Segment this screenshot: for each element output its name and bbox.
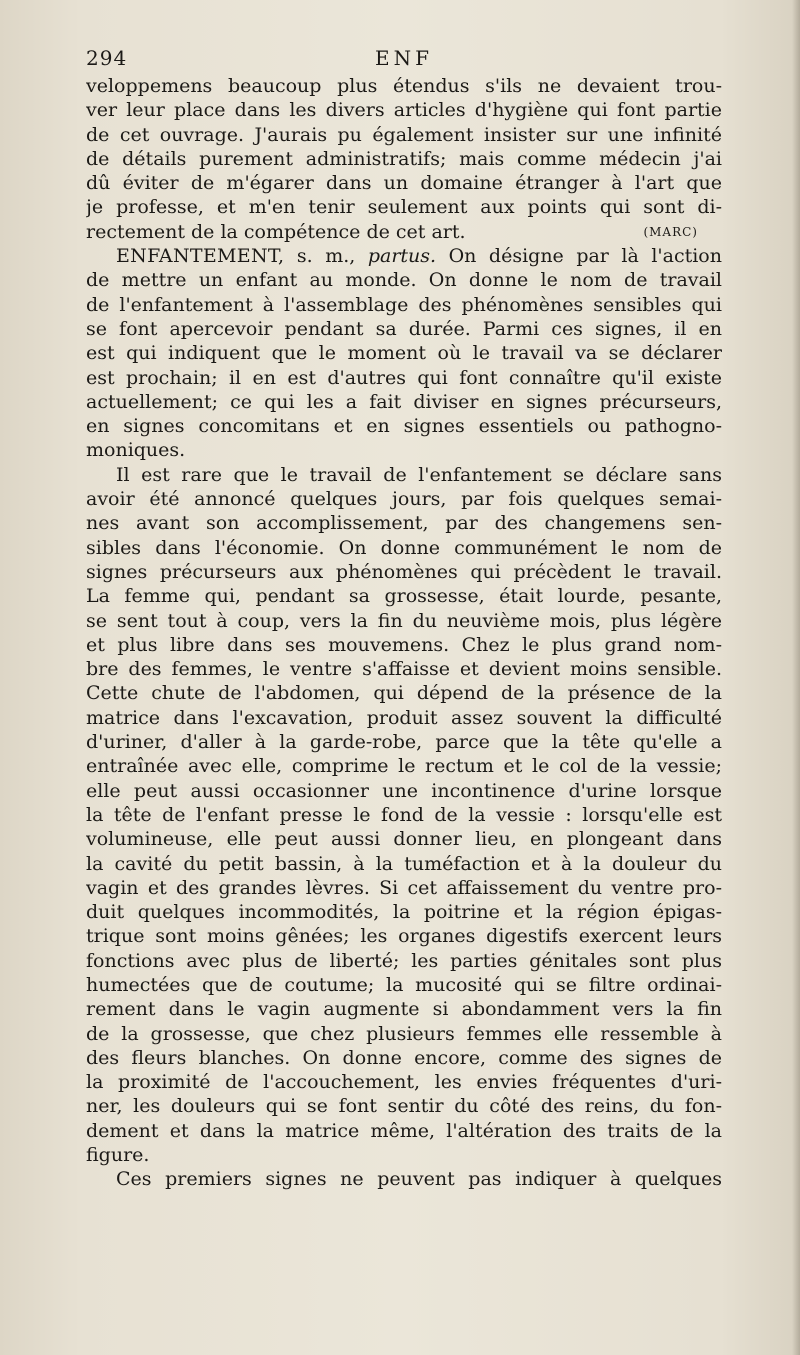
text-line: veloppemens beaucoup plus étendus s'ils ne devaient trou- xyxy=(86,75,722,97)
entry-line xyxy=(86,244,722,268)
text-line: de mettre un enfant au monde. On donne le nom de travail xyxy=(86,269,722,292)
text-line: la tête de l'enfant presse le fond de la vessie : lorsqu'elle est xyxy=(86,803,722,826)
text-line: se sent tout à coup, vers la fin du neuvième mois, plus légère xyxy=(86,609,722,632)
text-line: des fleurs blanches. On donne encore, comme des signes de xyxy=(86,1046,722,1069)
text-line: est qui indiquent que le moment où le travail va se déclarer xyxy=(86,342,722,365)
paragraph-start: Il est rare que le travail de l'enfantement se déclare sans xyxy=(116,463,722,486)
text-line: est prochain; il en est d'autres qui font connaître qu'il existe xyxy=(86,366,722,389)
text-line: dement et dans la matrice même, l'altération des traits de la xyxy=(86,1119,722,1142)
text-line: figure. xyxy=(86,1144,150,1167)
text-line: trique sont moins gênées; les organes digestifs exercent leurs xyxy=(86,925,722,948)
text-line: actuellement; ce qui les a fait diviser en signes précurseurs, xyxy=(86,390,722,413)
text-line: ver leur place dans les divers articles d'hygiène qui font partie xyxy=(86,99,722,122)
text-line: se font apercevoir pendant sa durée. Parmi ces signes, il en xyxy=(86,317,722,340)
text-line: rectement de la compétence de cet art. xyxy=(86,220,466,243)
text-line: duit quelques incommodités, la poitrine et la région épigas- xyxy=(86,901,722,924)
running-head: ENF xyxy=(375,46,433,70)
text-line: ner, les douleurs qui se font sentir du côté des reins, du fon- xyxy=(86,1095,722,1118)
text-line: avoir été annoncé quelques jours, par fois quelques semai- xyxy=(86,488,722,511)
text-line: vagin et des grandes lèvres. Si cet affaissement du ventre pro- xyxy=(86,876,722,899)
body-text xyxy=(86,74,722,1192)
text-line: d'uriner, d'aller à la garde-robe, parce que la tête qu'elle a xyxy=(86,731,722,754)
text-line: de cet ouvrage. J'aurais pu également insister sur une infinité xyxy=(86,123,722,146)
text-line: nes avant son accomplissement, par des changemens sen- xyxy=(86,512,722,535)
text-line: matrice dans l'excavation, produit assez souvent la difficulté xyxy=(86,706,722,729)
text-line: de la grossesse, que chez plusieurs femmes elle ressemble à xyxy=(86,1022,722,1045)
text-line-with-signature xyxy=(86,220,722,244)
text-line: la proximité de l'accouchement, les envies fréquentes d'uri- xyxy=(86,1071,722,1094)
text-line: bre des femmes, le ventre s'affaisse et devient moins sensible. xyxy=(86,658,722,681)
entry-latin: partus. xyxy=(367,245,437,268)
text-line: signes précurseurs aux phénomènes qui précèdent le travail. xyxy=(86,560,722,583)
page-number: 294 xyxy=(86,46,128,70)
text-line: rement dans le vagin augmente si abondamment vers la fin xyxy=(86,998,722,1021)
text-line: Cette chute de l'abdomen, qui dépend de la présence de la xyxy=(86,682,722,705)
text-line: la cavité du petit bassin, à la tuméfaction et à la douleur du xyxy=(86,852,722,875)
text-line: de l'enfantement à l'assemblage des phénomènes sensibles qui xyxy=(86,293,722,316)
page-header xyxy=(86,46,722,72)
text-line: La femme qui, pendant sa grossesse, était lourde, pesante, xyxy=(86,585,722,608)
text-line: fonctions avec plus de liberté; les parties génitales sont plus xyxy=(86,949,722,972)
text-line: en signes concomitans et en signes essentiels ou pathogno- xyxy=(86,415,722,438)
text-line: humectées que de coutume; la mucosité qui se filtre ordinai- xyxy=(86,973,722,996)
text-line: de détails purement administratifs; mais comme médecin j'ai xyxy=(86,147,722,170)
text-line: je professe, et m'en tenir seulement aux points qui sont di- xyxy=(86,196,722,219)
text-line: volumineuse, elle peut aussi donner lieu, en plongeant dans xyxy=(86,828,722,851)
page-edge-shadow xyxy=(792,0,800,1355)
text-line: elle peut aussi occasionner une incontinence d'urine lorsque xyxy=(86,779,722,802)
text-line: dû éviter de m'égarer dans un domaine étranger à l'art que xyxy=(86,172,722,195)
text-line: sibles dans l'économie. On donne communément le nom de xyxy=(86,536,722,559)
entry-headword: ENFANTEMENT, xyxy=(116,245,285,268)
author-signature: (MARC) xyxy=(643,224,698,239)
entry-definition-start: On désigne par là l'action xyxy=(448,245,722,268)
paragraph-start: Ces premiers signes ne peuvent pas indiquer à quelques xyxy=(116,1168,722,1191)
text-line: et plus libre dans ses mouvemens. Chez le plus grand nom- xyxy=(86,633,722,656)
entry-grammar: s. m., xyxy=(296,245,356,268)
text-line: moniques. xyxy=(86,439,186,462)
text-line: entraînée avec elle, comprime le rectum et le col de la vessie; xyxy=(86,755,722,778)
